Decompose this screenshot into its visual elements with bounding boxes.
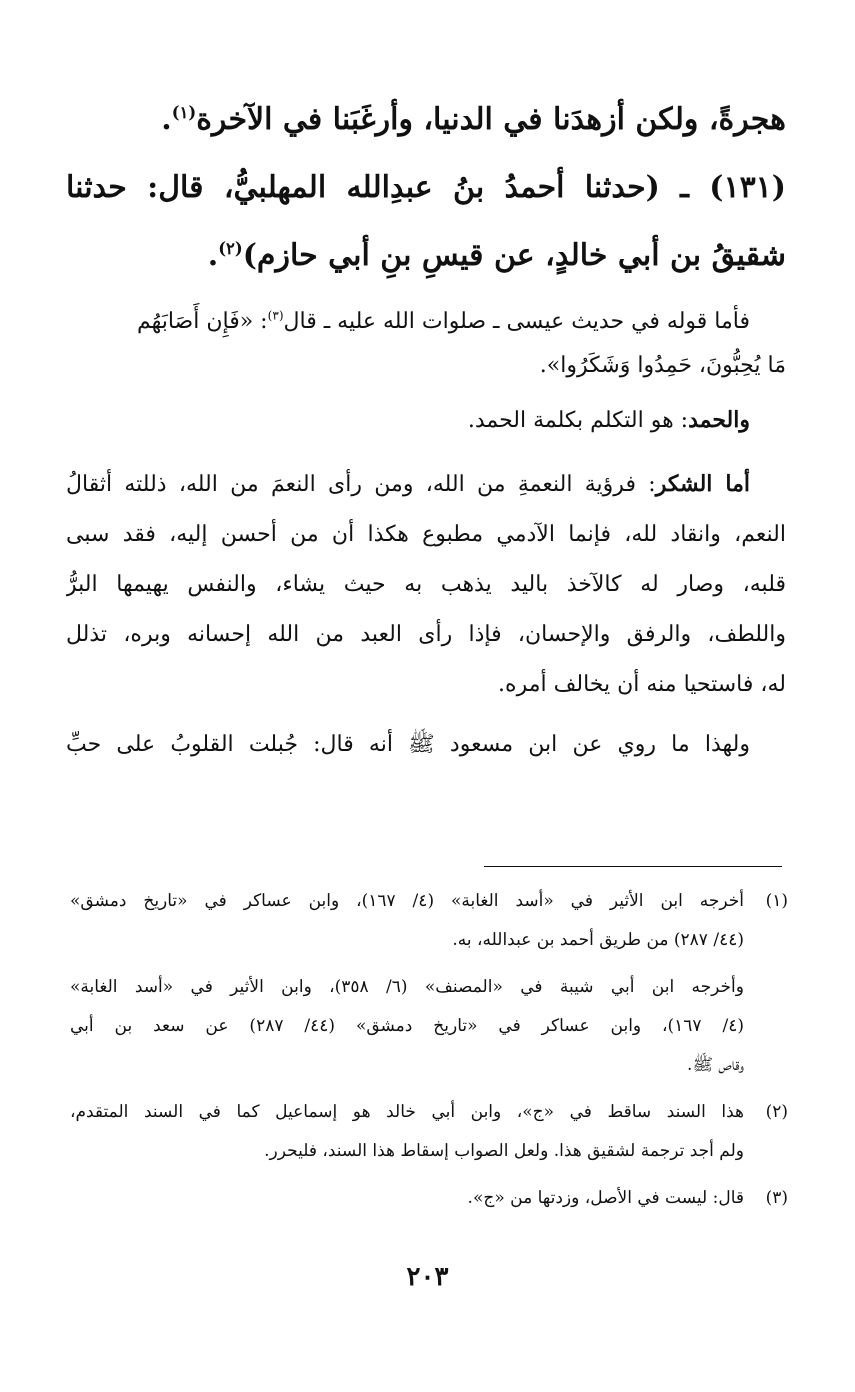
shukr-line-2: النعم، وانقاد لله، فإنما الآدمي مطبوع هكذا أن من أحسن إليه، فقد سبى [66, 522, 786, 547]
shukr-line-1 [66, 459, 786, 510]
footnote-3-number: (٣) [765, 1188, 788, 1208]
page-number: ٢٠٣ [406, 1262, 449, 1292]
shukr-line-4: واللطف، والرفق والإحسان، فإذا رأى العبد من الله إحسانه وبره، تذلل [66, 622, 786, 647]
footnote-1-cont-line-3: وقاص ﷺ. [687, 1055, 744, 1075]
commentary-isa-line-2: مَا يُحِبُّونَ، حَمِدُوا وَشَكَرُوا». [539, 353, 786, 378]
main-text [66, 86, 786, 770]
footnote-1-number: (١) [765, 891, 788, 911]
shukr-line-3: قلبه، وصار له كالآخذ باليد يذهب به حيث يشاء، والنفس يهيمها البرُّ [66, 572, 786, 597]
footnote-separator [484, 866, 782, 867]
commentary-isa-before: فأما قوله في حديث عيسى ـ صلوات الله عليه ـ قال [283, 309, 750, 334]
ibn-masud-line: ولهذا ما روي عن ابن مسعود ﷺ أنه قال: جُبلت القلوبُ على حبِّ [66, 732, 750, 757]
footnote-1-cont-line-2: (٤/ ١٦٧)، وابن عساكر في «تاريخ دمشق» (٤٤/ ٢٨٧) عن سعد بن أبي [70, 1016, 744, 1036]
hadith-131-line-2-text: شقيقُ بن أبي خالدٍ، عن قيسِ بنِ أبي حازم) [242, 238, 786, 273]
commentary-isa-line-1 [66, 300, 786, 344]
hamd-text: : هو التكلم بكلمة الحمد. [467, 408, 689, 433]
intro-end: . [161, 102, 172, 137]
hadith-131-line-1: (١٣١) ـ (حدثنا أحمدُ بنُ عبدِالله المهلبيُّ، قال: حدثنا [66, 170, 786, 205]
footnote-1-cont-line-1: وأخرجه ابن أبي شيبة في «المصنف» (٦/ ٣٥٨)، وابن الأثير في «أسد الغابة» [70, 977, 744, 997]
shukr-line-5: له، فاستحيا منه أن يخالف أمره. [498, 672, 786, 697]
footnote-ref-2[interactable]: (٢) [218, 239, 243, 258]
footnote-1 [70, 882, 788, 1085]
footnote-3-line-1: قال: ليست في الأصل، وزدتها من «ج». [467, 1188, 744, 1208]
hadith-131-end: . [207, 238, 219, 273]
intro-line [66, 86, 786, 154]
footnote-3 [70, 1179, 788, 1218]
shukr-line-1-text: : فرؤية النعمةِ من الله، ومن رأى النعمَ من الله، ذللته أثقالُ [66, 472, 656, 497]
footnote-ref-3[interactable]: (٣) [267, 308, 284, 323]
footnote-2 [70, 1093, 788, 1171]
footnote-2-number: (٢) [765, 1102, 788, 1122]
commentary-isa-after: : «فَإِن أَصَابَهُم [136, 309, 268, 334]
footnote-2-line-2: ولم أجد ترجمة لشقيق هذا. ولعل الصواب إسقاط هذا السند، فليحرر. [264, 1141, 744, 1161]
hadith-131-line-2 [66, 222, 786, 290]
footnote-1-line-1: أخرجه ابن الأثير في «أسد الغابة» (٤/ ١٦٧)، وابن عساكر في «تاريخ دمشق» [70, 891, 744, 911]
footnote-1-line-2: (٤٤/ ٢٨٧) من طريق أحمد بن عبدالله، به. [452, 930, 744, 950]
footnote-2-line-1: هذا السند ساقط في «ج»، وابن أبي خالد هو إسماعيل كما في السند المتقدم، [70, 1102, 744, 1122]
intro-text: هجرةً، ولكن أزهدَنا في الدنيا، وأرغَبَنا في الآخرة [196, 102, 786, 137]
footnote-ref-1[interactable]: (١) [171, 103, 197, 122]
footnotes [70, 882, 788, 1218]
hamd-term: والحمد [688, 407, 750, 433]
hamd-definition [66, 398, 786, 443]
shukr-term: أما الشكر [655, 471, 750, 497]
